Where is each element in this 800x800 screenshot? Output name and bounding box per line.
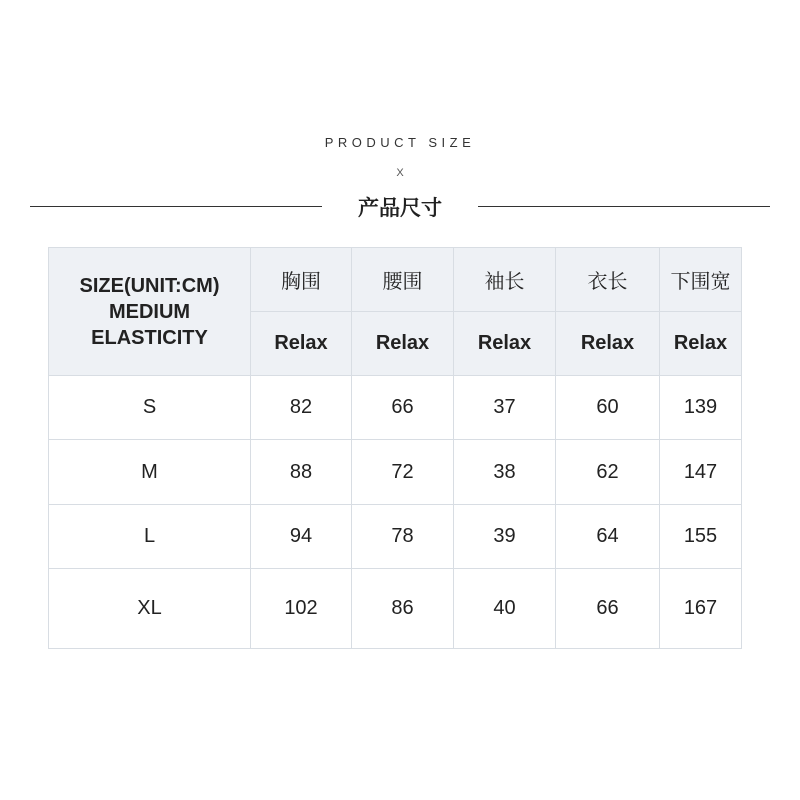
table-row bbox=[49, 440, 742, 505]
corner-line-elasticity: ELASTICITY bbox=[91, 326, 208, 349]
size-cell: XL bbox=[49, 569, 251, 649]
value-cell: 37 bbox=[454, 376, 556, 440]
value-cell: 94 bbox=[251, 505, 352, 569]
title-row bbox=[30, 192, 770, 222]
value-cell: 40 bbox=[454, 569, 556, 649]
column-header-hem: 下围宽 bbox=[660, 248, 742, 312]
fit-label-length: Relax bbox=[556, 312, 660, 376]
column-header-chest: 胸围 bbox=[251, 248, 352, 312]
size-cell: L bbox=[49, 505, 251, 569]
fit-label-hem: Relax bbox=[660, 312, 742, 376]
value-cell: 102 bbox=[251, 569, 352, 649]
size-cell: S bbox=[49, 376, 251, 440]
value-cell: 66 bbox=[352, 376, 454, 440]
value-cell: 147 bbox=[660, 440, 742, 505]
header-row-measurements bbox=[49, 248, 742, 312]
table-row bbox=[49, 376, 742, 440]
value-cell: 39 bbox=[454, 505, 556, 569]
fit-label-sleeve: Relax bbox=[454, 312, 556, 376]
table-row bbox=[49, 569, 742, 649]
value-cell: 86 bbox=[352, 569, 454, 649]
value-cell: 64 bbox=[556, 505, 660, 569]
value-cell: 78 bbox=[352, 505, 454, 569]
heading-english: PRODUCT SIZE bbox=[324, 135, 476, 150]
header-corner-cell bbox=[49, 248, 251, 376]
value-cell: 139 bbox=[660, 376, 742, 440]
size-table bbox=[48, 247, 742, 649]
size-cell: M bbox=[49, 440, 251, 505]
heading-separator: X bbox=[396, 167, 404, 179]
divider-right bbox=[478, 206, 770, 207]
value-cell: 155 bbox=[660, 505, 742, 569]
heading-chinese: 产品尺寸 bbox=[358, 196, 442, 220]
corner-line-medium: MEDIUM bbox=[108, 300, 191, 323]
value-cell: 167 bbox=[660, 569, 742, 649]
fit-label-chest: Relax bbox=[251, 312, 352, 376]
column-header-waist: 腰围 bbox=[352, 248, 454, 312]
value-cell: 38 bbox=[454, 440, 556, 505]
value-cell: 62 bbox=[556, 440, 660, 505]
fit-label-waist: Relax bbox=[352, 312, 454, 376]
value-cell: 72 bbox=[352, 440, 454, 505]
corner-line-unit: SIZE(UNIT:CM) bbox=[79, 274, 220, 297]
value-cell: 66 bbox=[556, 569, 660, 649]
column-header-sleeve: 袖长 bbox=[454, 248, 556, 312]
value-cell: 60 bbox=[556, 376, 660, 440]
column-header-length: 衣长 bbox=[556, 248, 660, 312]
value-cell: 82 bbox=[251, 376, 352, 440]
value-cell: 88 bbox=[251, 440, 352, 505]
table-row bbox=[49, 505, 742, 569]
